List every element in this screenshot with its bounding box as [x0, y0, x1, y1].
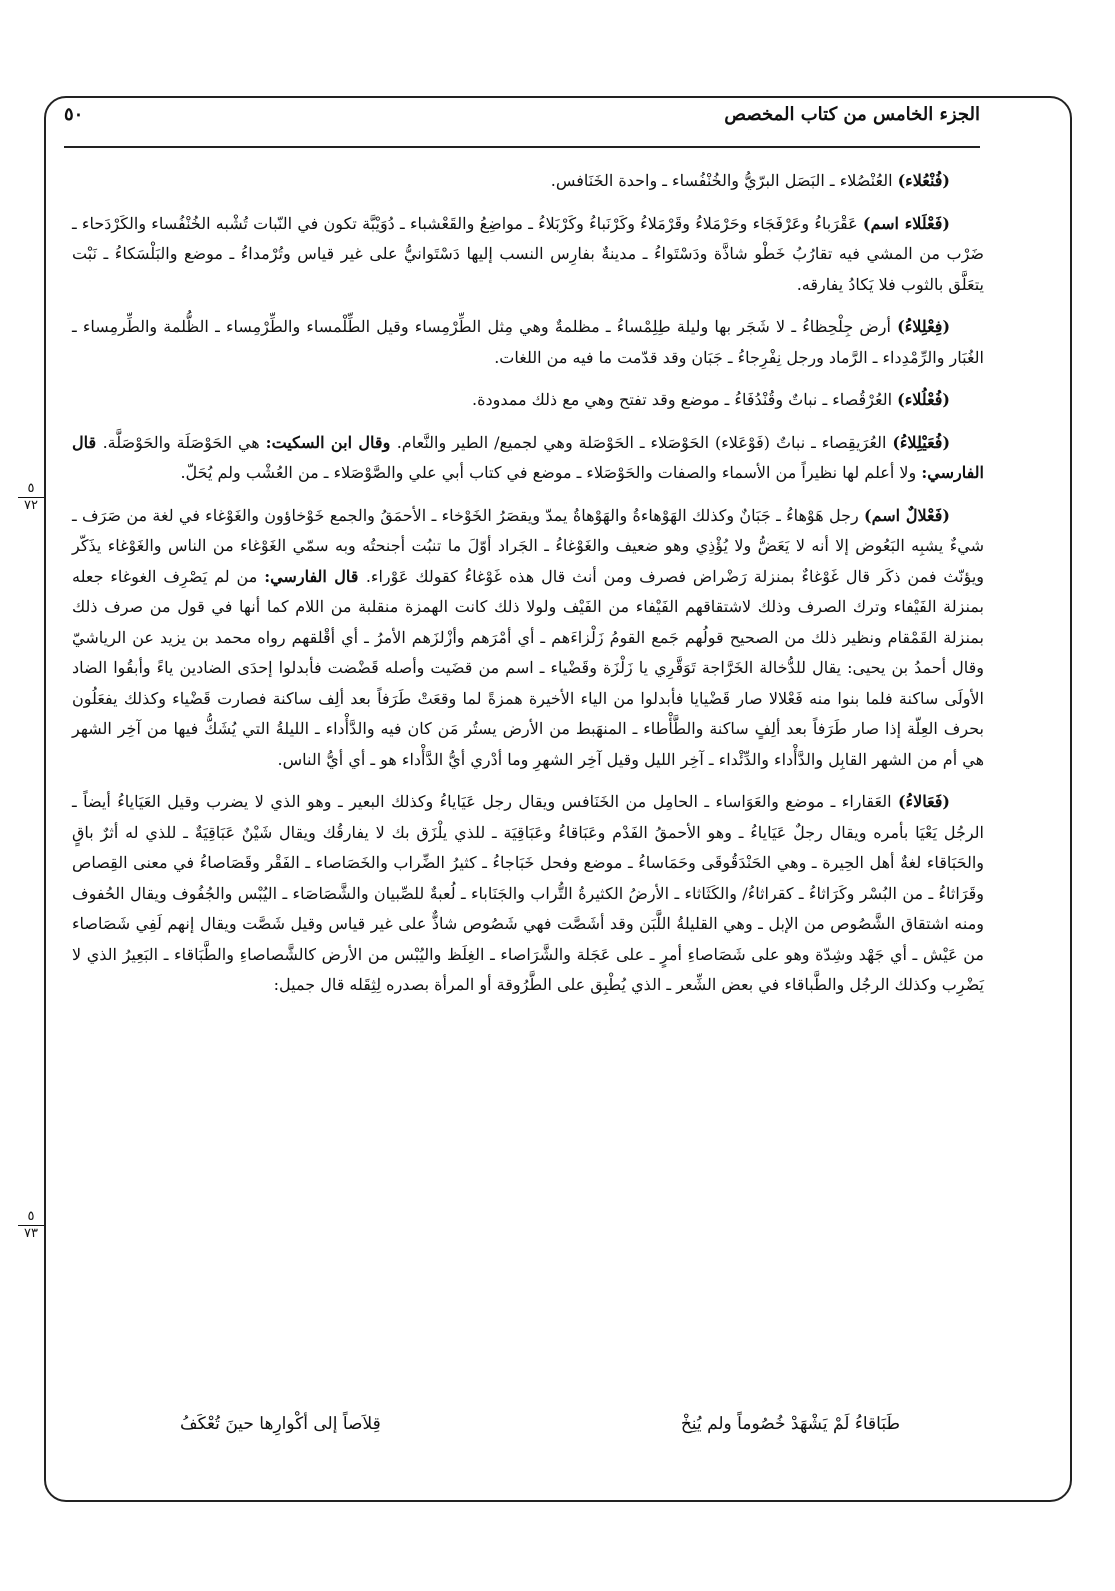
entry-pattern-heading: (فِعْلِلاءُ) [897, 317, 951, 336]
paragraph-text: العُرْقُصاء ـ نباتٌ وقُنْدُفَاءُ ـ موضع وقد تفتح وهي مع ذلك ممدودة. [472, 390, 898, 409]
page-header [64, 104, 980, 144]
paragraph-text: من لم يَصْرِف الغوغاء جعله بمنزلة الفَيْفاء وترك الصرف وذلك لاشتقاقهم الفَيْفاء من الفَيْف ولولا ذلك كانت الهمزة منقلبة من اللام كما أنها في قول من صرف ذلك بمنزلة القَمْقام ونظير ذلك من الصحيح قولُهم جَمع القومُ زَلْزاءَهم ـ أي أمْرَهم وأزْلزَهم الأمرُ ـ أي أقْلقهم رواه محمد بن يزيد عن الرياشيّ وقال أحمدُ بن يحيى: يقال للدُّخالة الخَرَّاجة تَوَقَّرِي يا زَلْزَة وقَضْياء ـ اسم من قضَيت وأصله قَضْضت فأبدلوا إحدَى الضادين ياءً وأبقُوا الضاد الأولَى ساكنة فلما بنوا منه فَعْلالا صار قَضْيايا فأبدلوا من الياء الأخيرة همزةً لما وقعَتْ طَرَفاً بعد ألِف ساكنة فصارت قَضْياء وكذلك يفعَلُون بحرف العِلّة إذا صار طَرَفاً بعد ألِفٍ ساكنة والطَّأْطاء ـ المنهَبط من الأرض يستُر مَن كان فيه والدَّأْداء ـ الليلةُ التي يُشَكُّ فيها من آخِر الشهر هي أم من الشهر القابِل والدَّأْداء والدِّئْداء ـ آخِر الليل وقيل آخِر الشهرِ وما أدْري أيُّ الدَّأْداء هو ـ أي أيُّ الناس. [72, 566, 985, 769]
margin-reference [16, 482, 46, 513]
citation-label: قال الفارسي: [264, 566, 366, 586]
main-text [72, 166, 984, 1013]
paragraph-text: ولا أعلم لها نظيراً من الأسماء والصفات والحَوْصَلاء ـ موضع في كتاب أبي علي والصَّوْصَلاء ـ من العُشْب ولم يُحَلّ. [180, 463, 922, 482]
margin-reference-page: ٧٣ [24, 1226, 38, 1241]
header-divider [64, 146, 980, 148]
verse-first-hemistich: طَبَاقاءُ لَمْ يَشْهَدْ خُصُوماً ولم يُنِخْ [680, 1414, 900, 1434]
paragraph-text: العُنْصُلاء ـ البَصَل البرّيُّ والخُنْفُساء ـ واحدة الخَنَافس. [550, 171, 898, 190]
entry-pattern-heading: (فَعَالاءُ) [897, 792, 950, 811]
paragraph-text: عَقْرَباءُ وعَرْفَجَاء وحَرْمَلاءُ وقَرْمَلاءُ وكَرْنَباءُ وكَرْبَلاءُ ـ مواضِعُ والقَعْشباء ـ دُوَيْبَّة تكون في النّبات تُشْبه الخُنْفُساء والكَرْدَحاء ـ ضَرْب من المشي فيه تقارُبُ خَطْو شاذَّة ودَسْتَواءُ ـ مدينةٌ بفارِس النسب إليها دَسْتَوانيُّ على غير قياس وتُرْمداءُ ـ موضع والبَلْسَكاءُ ـ نَبْت يتعَلَّق بالثوب فلا يَكادُ يفارقه. [72, 213, 984, 294]
paragraph-text: العَقاراء ـ موضع والعَوَاساء ـ الحامِل من الخَنَافس ويقال رجل عَيَاياءُ وكذلك البعير ـ وهو الذي لا يضرب وقيل العَيَاياءُ أيضاً ـ الرجُل يَعْيَا بأمره ويقال رجلٌ عَيَاياءُ ـ وهو الأحمقُ الفَدْم وعَبَاقاءُ وعَبَاقِيَة ـ للذي يلْزَق بك لا يفارقُك ويقال شَيْنٌ عَبَاقِيَةٌ ـ للذي له أثرٌ باقٍ والحَبَاقاء لغةٌ أهل الحِيرة ـ وهي الحَنْدَقُوقَى وحَمَاساءُ ـ موضع وفحل خَبَاجاءُ ـ كثيرُ الضِّراب والخَصَاصاء ـ الفَقْر وقَصَاصاءُ في معنى القِصاص وقَرَاثاءُ ـ من البُسْر وكَرَاثاءُ ـ كقراثاءُ/ والكَثَاثاء ـ الأرضُ الكثيرةُ التُّراب والجَنَاباء ـ لُعبةٌ للصِّبيان والشَّصَاصَاء ـ اليُبْس والجُفُوف ويقال الحُفوف ومنه اشتقاق الشَّصُوص من الإبل ـ وهي القليلةُ اللَّبَن وقد أشَصَّت فهي شَصُوص شاذٌّ على غير قياس وقيل شَصَّت ويقال إنهم لَفِي شَصَاصاء من عَيْش ـ أي جَهْد وشِدّة وهو على شَصَاصاءِ أمرٍ ـ على عَجَلة والشَّرَاصاء ـ الغِلَظ واليُبْس من الأرض كالشَّصاصاءِ والطَّبَاقاء ـ البَعِيرُ الذي لا يَضْرِب وكذلك الرجُل والطَّباقاء في بعض الشِّعر ـ الذي يُطْبِق على الطَّرُوقة أو المرأة بصدره لِثِقَله قال جميل: [72, 792, 984, 994]
margin-reference [16, 1210, 46, 1241]
margin-reference-volume: ٥ [27, 481, 35, 496]
entry-pattern-heading: (فُنْعُلاء) [897, 171, 950, 190]
citation-label: قال الفارسي: [72, 432, 984, 482]
paragraph-text: رجل هَوْهاءُ ـ جَبَانٌ وكذلك الهَوْهاءةُ والهَوْهاةُ يمدّ ويقصَرُ الخَوْخاء ـ الأحمَقُ والجمع خَوْخاؤون والغَوْغاء في لغة من صَرَف ـ شيءٌ يشبِه البَعُوض إلا أنه لا يَعَضُّ ولا يُؤْذِي وهو ضعيف والغَوْغاءُ ـ الجَراد أوّلَ ما تنبُت أجنحتُه وبه سمّي الغَوْغاء من الناس والغَوْغاء يذَكّر ويؤنّث فمن ذكَر قال غَوْغاءٌ بمنزلة رَضْراض فصرف ومن أنث قال هذه غَوْغاءُ كقولك عَوْراء. [72, 505, 985, 586]
citation-label: وقال ابن السكيت: [265, 432, 397, 452]
paragraph [72, 428, 984, 489]
entry-pattern-heading: (فَعْلالٌ اسم) [864, 505, 950, 525]
entry-pattern-heading: (فُعْلُلاء) [897, 390, 950, 409]
book-title: الجزء الخامس من كتاب المخصص [724, 104, 980, 125]
paragraph [72, 312, 984, 373]
entry-pattern-heading: (فُعَيْلِلاءُ) [892, 432, 951, 452]
paragraph-text: هي الحَوْصَلَة والحَوْصَلَّة. [102, 432, 266, 452]
entry-pattern-heading: (فَعْلَلاء اسم) [862, 213, 950, 233]
margin-reference-volume: ٥ [27, 1209, 35, 1224]
paragraph-text: العُرَيقِصاء ـ نباتٌ (فَوْعَلاء) الحَوْصَلاء ـ الحَوْصَلة وهي لجميع/ الطير والنَّعام. [396, 432, 893, 452]
paragraph [72, 385, 984, 416]
paragraph [72, 787, 984, 1001]
page-number: ٥٠ [64, 104, 84, 125]
verse-second-hemistich: قِلاَصاً إلى أكْوارِها حينَ تُعْكَفُ [180, 1414, 381, 1434]
margin-reference-page: ٧٢ [24, 498, 38, 513]
paragraph-text: أرض جِلْحِظاءُ ـ لا شَجَر بها وليلة طِلِمْساءُ ـ مظلمةٌ وهي مِثل الطِّرْمِساء وقيل الطِّلْمساء والطِّرْمِساء ـ الظُّلمة والطِّرمِساء ـ الغُبَار والرِّمْدِداء ـ الرَّماد ورجل نِفْرِجاءُ ـ جَبَان وقد قدّمت ما فيه من اللغات. [72, 317, 984, 367]
paragraph [72, 166, 984, 197]
paragraph [72, 501, 984, 776]
paragraph [72, 209, 984, 301]
poetry-verse [180, 1414, 900, 1434]
